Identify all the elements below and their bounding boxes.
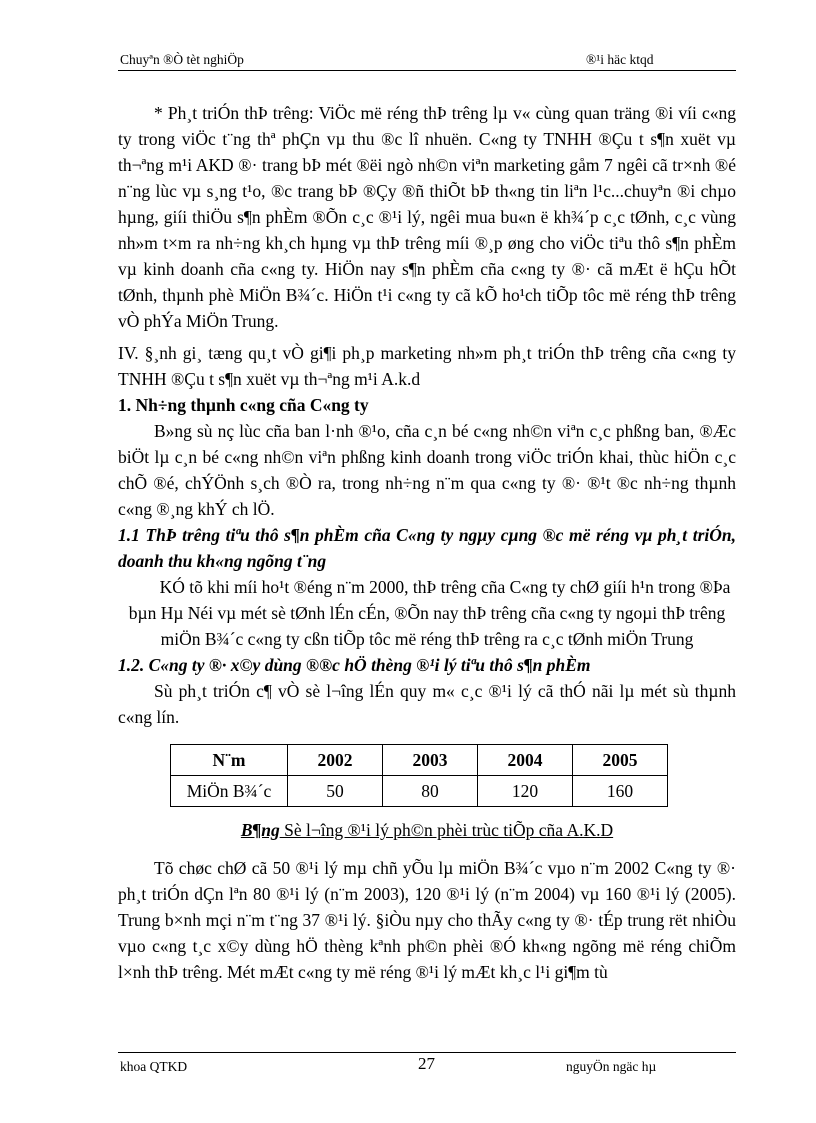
table-cell: 50 bbox=[288, 776, 383, 807]
table-cell: 160 bbox=[573, 776, 668, 807]
table-header-cell: 2002 bbox=[288, 745, 383, 776]
table-header-cell: 2004 bbox=[478, 745, 573, 776]
table-row-label: MiÖn B¾´c bbox=[171, 776, 288, 807]
table-cell: 120 bbox=[478, 776, 573, 807]
heading-achievements: 1. Nh÷ng thµnh c«ng cña C«ng ty bbox=[118, 395, 369, 415]
page-body bbox=[118, 100, 736, 985]
heading-1-2: 1.2. C«ng ty ®· x©y dùng ®®c hÖ thèng ®¹i lý tiªu thô s¶n phÈm bbox=[118, 655, 591, 675]
paragraph-market-history: KÓ tõ khi míi ho¹t ®éng n¨m 2000, thÞ trêng cña C«ng ty chØ giíi h¹n trong ®Þa bµn Hµ Néi vµ mét sè tØnh lÉn cÉn, ®Õn nay thÞ trêng cña c«ng ty ngoµi thÞ trêng miÖn B¾´c c«ng ty cßn tiÕp tôc më réng thÞ trêng ra c¸c tØnh miÖn Trung bbox=[128, 577, 731, 649]
footer-right: nguyÖn ngäc hµ bbox=[566, 1059, 657, 1074]
table-caption bbox=[118, 817, 736, 843]
heading-1-1: 1.1 ThÞ trêng tiªu thô s¶n phÈm cña C«ng ty ngµy cµng ®c më réng vµ ph¸t triÓn, doanh thu kh«ng ngõng t¨ng bbox=[118, 525, 736, 571]
section-heading-iv: IV. §¸nh gi¸ tæng qu¸t vÒ gi¶i ph¸p marketing nh»m ph¸t triÓn thÞ trêng cña c«ng ty TNHH ®Çu t s¶n xuët vµ th¬ªng m¹i A.k.d bbox=[118, 343, 736, 389]
table-cell: 80 bbox=[383, 776, 478, 807]
table-header-cell: N¨m bbox=[171, 745, 288, 776]
table-row bbox=[171, 776, 668, 807]
page-footer bbox=[118, 1052, 736, 1075]
table-header-cell: 2005 bbox=[573, 745, 668, 776]
footer-left: khoa QTKD bbox=[120, 1059, 188, 1074]
agents-table bbox=[170, 744, 668, 807]
page-header bbox=[118, 52, 736, 71]
paragraph-agent-details: Tõ chøc chØ cã 50 ®¹i lý mµ chñ yÕu lµ miÖn B¾´c vµo n¨m 2002 C«ng ty ®· ph¸t triÓn dÇn lªn 80 ®¹i lý (n¨m 2003), 120 ®¹i lý (n¨m 2004) vµ 160 ®¹i lý (2005). Trung b×nh mçi n¨m t¨ng 37 ®¹i lý. §iÒu nµy cho thÃy c«ng ty ®· tÉp trung rët nhiÒu vµo c«ng t¸c x©y dùng hÖ thèng kªnh ph©n phèi ®Ó kh«ng ngõng më réng chiÕm l×nh thÞ trêng. Mét mÆt c«ng ty më réng ®¹i lý mÆt kh¸c l¹i gi¶m tù bbox=[118, 858, 736, 982]
table-header-row bbox=[171, 745, 668, 776]
paragraph-achievements: B»ng sù nç lùc cña ban l·nh ®¹o, cña c¸n bé c«ng nh©n viªn c¸c phßng ban, ®Æc biÖt lµ c¸n bé c«ng nh©n viªn phßng kinh doanh trong viÖc triÓn khai, thùc hiÖn c¸c chÕ ®é, chÝÖnh s¸ch ®Ò ra, trong nh÷ng n¨m qua c«ng ty ®· ®¹t ®c nh÷ng thµnh c«ng ®¸ng khÝ ch lÖ. bbox=[118, 421, 736, 519]
table-header-cell: 2003 bbox=[383, 745, 478, 776]
caption-prefix: B¶ng bbox=[240, 820, 280, 840]
paragraph-market-development: * Ph¸t triÓn thÞ trêng: ViÖc më réng thÞ trêng lµ v« cùng quan träng ®i víi c«ng ty trong viÖc t¨ng thª phÇn vµ thu ®c lî nhuën. C«ng ty TNHH ®Çu t s¶n xuët vµ th¬ªng m¹i AKD ®· trang bÞ mét ®ëi ngò nh©n viªn marketing gåm 7 ngêi cã tr×nh ®é n¨ng lùc vµ s¸ng t¹o, ®c trang bÞ ®Çy ®ñ thiÕt bÞ th«ng tin liªn l¹c...chuyªn ®i chµo hµng, giíi thiÖu s¶n phÈm ®Õn c¸c ®¹i lý, ngêi mua bu«n ë kh¾´p c¸c tØnh, c¸c vùng nh»m t×m ra nh÷ng kh¸ch hµng vµ thÞ trêng míi ®¸p øng cho viÖc tiªu thô s¶n phÈm vµ kinh doanh cña c«ng ty. HiÖn nay s¶n phÈm cña c«ng ty ®· cã mÆt ë hÇu hÕt tØnh, thµnh phè MiÖn B¾´c. HiÖn t¹i c«ng ty cã kÕ ho¹ch tiÕp tôc më réng thÞ trêng vÒ phÝa MiÖn Trung. bbox=[118, 103, 736, 331]
page-number: 27 bbox=[418, 1054, 435, 1073]
header-left: Chuyªn ®Ò tèt nghiÖp bbox=[120, 52, 244, 67]
paragraph-agent-growth: Sù ph¸t triÓn c¶ vÒ sè l¬îng lÉn quy m« c¸c ®¹i lý cã thÓ nãi lµ mét sù thµnh c«ng lín. bbox=[118, 681, 736, 727]
header-right: ®¹i häc ktqd bbox=[586, 52, 654, 67]
caption-text: Sè l¬îng ®¹i lý ph©n phèi trùc tiÕp cña A.K.D bbox=[279, 820, 614, 840]
